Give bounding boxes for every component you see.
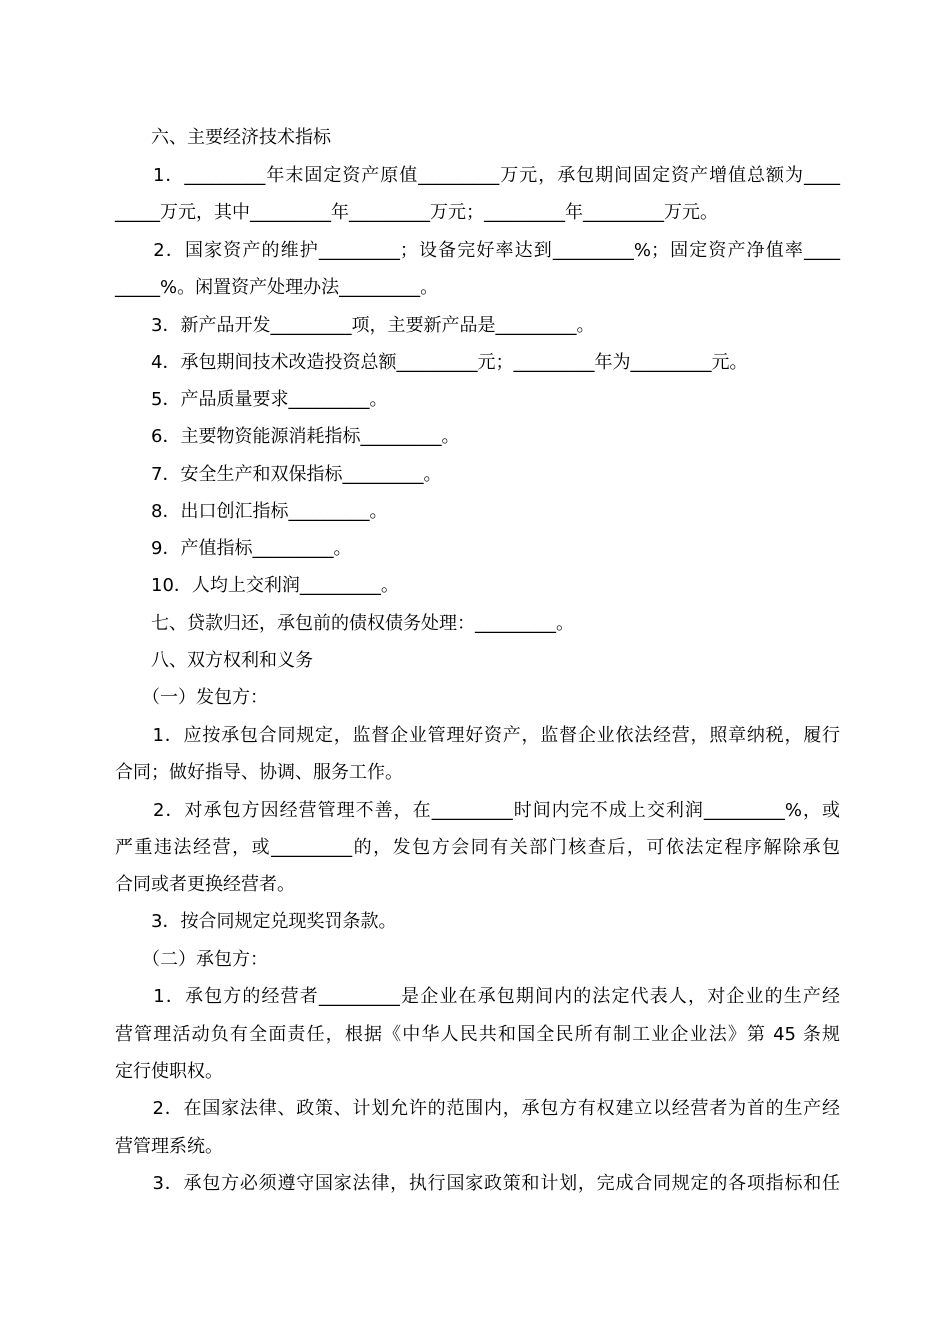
paragraph-line: 定行使职权。	[115, 1061, 223, 1082]
paragraph-line: 2．对承包方因经营管理不善，在_________时间内完不成上交利润_________%，或	[115, 800, 840, 821]
paragraph-line: 3．承包方必须遵守国家法律，执行国家政策和计划，完成合同规定的各项指标和任	[115, 1173, 840, 1194]
paragraph-line: 合同或者更换经营者。	[115, 874, 295, 895]
section-heading: 六、主要经济技术指标	[115, 127, 331, 148]
paragraph-line: _____%。闲置资产处理办法_________。	[115, 277, 439, 298]
paragraph-line: 1．应按承包合同规定，监督企业管理好资产，监督企业依法经营，照章纳税，履行	[115, 725, 840, 746]
paragraph-line: 8．出口创汇指标_________。	[115, 501, 388, 522]
paragraph-line: 4．承包期间技术改造投资总额_________元；_________年为_________元。	[115, 352, 748, 373]
subsection-heading: （一）发包方：	[115, 687, 268, 708]
paragraph-line: 严重违法经营，或_________的，发包方会同有关部门核查后，可依法定程序解除承包	[115, 837, 840, 858]
paragraph-line: 5．产品质量要求_________。	[115, 389, 388, 410]
paragraph-line: 10．人均上交利润_________。	[115, 575, 399, 596]
paragraph-line: 2．国家资产的维护_________；设备完好率达到_________%；固定资产净值率____	[115, 240, 840, 261]
paragraph-line: 合同；做好指导、协调、服务工作。	[115, 762, 403, 783]
paragraph-line: 营管理活动负有全面责任，根据《中华人民共和国全民所有制工业企业法》第 45 条规	[115, 1024, 841, 1045]
paragraph-line: 营管理系统。	[115, 1136, 223, 1157]
paragraph-line: 6．主要物资能源消耗指标_________。	[115, 426, 460, 447]
paragraph-line: 3．按合同规定兑现奖罚条款。	[115, 911, 397, 932]
paragraph-line: 7．安全生产和双保指标_________。	[115, 464, 442, 485]
paragraph-line: 1．_________年末固定资产原值_________万元，承包期间固定资产增值总额为____	[115, 165, 840, 186]
section-heading: 八、双方权利和义务	[115, 650, 313, 671]
subsection-heading: （二）承包方：	[115, 949, 268, 970]
paragraph-line: _____万元，其中_________年_________万元；_________年_________万元。	[115, 202, 718, 223]
paragraph-line: 9．产值指标_________。	[115, 538, 352, 559]
paragraph-line: 2．在国家法律、政策、计划允许的范围内，承包方有权建立以经营者为首的生产经	[115, 1098, 840, 1119]
section-heading: 七、贷款归还，承包前的债权债务处理：_________。	[115, 613, 574, 634]
paragraph-line: 1．承包方的经营者_________是企业在承包期间内的法定代表人，对企业的生产经	[115, 986, 840, 1007]
paragraph-line: 3．新产品开发_________项，主要新产品是_________。	[115, 315, 595, 336]
